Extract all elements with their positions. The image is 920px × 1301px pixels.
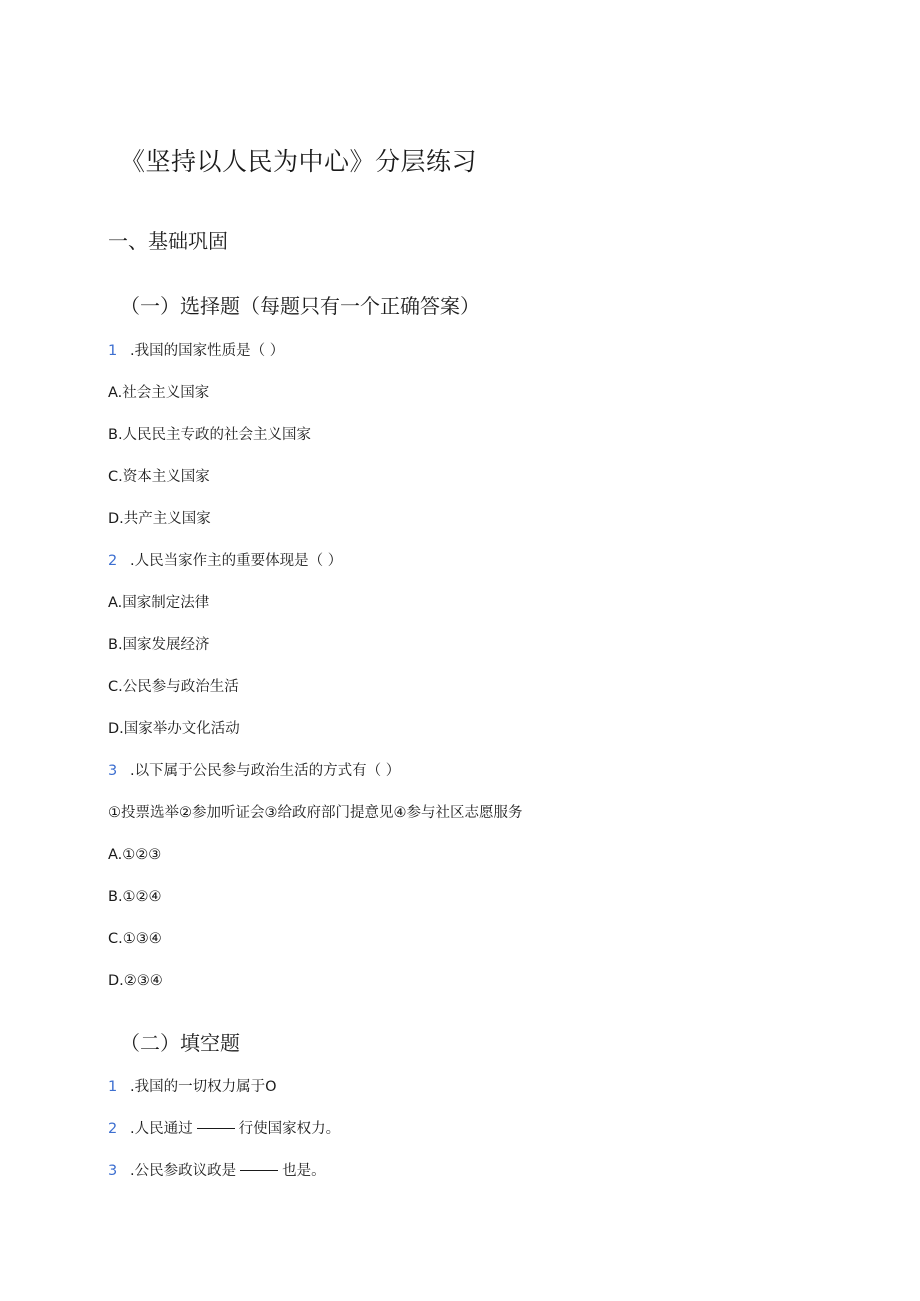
fill-text-after: 也是。 [282, 1163, 326, 1179]
subsection-heading-choice: （一）选择题（每题只有一个正确答案） [120, 294, 480, 318]
question-number: 2 [108, 553, 118, 569]
option-2d: D.国家举办文化活动 [108, 721, 240, 737]
option-1c: C.资本主义国家 [108, 469, 210, 485]
option-3b: B.①②④ [108, 889, 162, 905]
fill-number: 1 [108, 1079, 118, 1095]
option-2a: A.国家制定法律 [108, 595, 210, 611]
option-1d: D.共产主义国家 [108, 511, 211, 527]
option-3d: D.②③④ [108, 973, 163, 989]
question-number: 3 [108, 763, 118, 779]
fill-item-1 [108, 1077, 277, 1097]
fill-blank[interactable] [197, 1128, 235, 1129]
question-number: 1 [108, 343, 118, 359]
option-3c: C.①③④ [108, 931, 162, 947]
option-1b: B.人民民主专政的社会主义国家 [108, 427, 312, 443]
question-2 [108, 551, 342, 571]
fill-text: .我国的一切权力属于O [130, 1079, 277, 1095]
section-heading-basic: 一、基础巩固 [108, 229, 228, 253]
question-text: .以下属于公民参与政治生活的方式有（ ） [130, 763, 401, 779]
question-text: .我国的国家性质是（ ） [130, 343, 285, 359]
option-1a: A.社会主义国家 [108, 385, 210, 401]
question-text: .人民当家作主的重要体现是（ ） [130, 553, 343, 569]
question-3 [108, 761, 400, 781]
option-3a: A.①②③ [108, 847, 162, 863]
fill-item-3 [108, 1161, 326, 1181]
fill-number: 3 [108, 1163, 118, 1179]
question-3-statements: ①投票选举②参加听证会③给政府部门提意见④参与社区志愿服务 [108, 805, 523, 821]
fill-number: 2 [108, 1121, 118, 1137]
fill-item-2 [108, 1119, 340, 1139]
option-2b: B.国家发展经济 [108, 637, 210, 653]
option-2c: C.公民参与政治生活 [108, 679, 239, 695]
fill-text-before: .人民通过 [130, 1121, 193, 1137]
fill-blank[interactable] [240, 1170, 278, 1171]
fill-text-after: 行使国家权力。 [238, 1121, 341, 1137]
question-1 [108, 341, 284, 361]
fill-text-before: .公民参政议政是 [130, 1163, 237, 1179]
document-title: 《坚持以人民为中心》分层练习 [120, 147, 478, 176]
subsection-heading-fill: （二）填空题 [120, 1031, 240, 1055]
